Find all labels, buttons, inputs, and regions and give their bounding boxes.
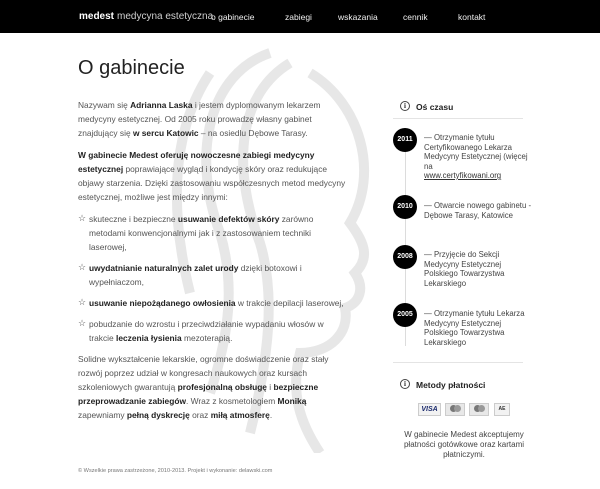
highlight: profesjonalną obsługę — [177, 382, 267, 392]
nav-item-zabiegi[interactable]: zabiegi — [285, 12, 312, 22]
highlight: bezpieczne przeprowadzanie zabiegów — [78, 382, 319, 406]
list-item — [78, 317, 348, 345]
text: . Wraz z kosmetologiem — [185, 396, 278, 406]
nav-item-o-gabinecie[interactable]: o gabinecie — [211, 12, 255, 22]
site-logo[interactable] — [79, 11, 213, 22]
timeline-year-badge: 2010 — [393, 195, 417, 219]
text: zarówno metodami konwencjonalnymi jak i z zastosowaniem techniki laserowej, — [89, 214, 314, 252]
list-highlight: leczenia łysienia — [116, 333, 182, 343]
text: skuteczne i bezpieczne — [89, 214, 178, 224]
text: . — [269, 410, 273, 420]
text: i — [266, 382, 274, 392]
amex-card-icon: AE — [494, 403, 510, 416]
nav-item-cennik[interactable]: cennik — [403, 12, 428, 22]
payments-description: W gabinecie Medest akceptujemy płatności gotówkowe oraz kartami płatniczymi. — [403, 430, 525, 459]
timeline-entry-text: — Otrzymanie tytułu Lekarza Medycyny Estetycznej Polskiego Towarzystwa Lekarskiego — [424, 309, 525, 347]
footer — [78, 468, 272, 474]
nav-item-wskazania[interactable]: wskazania — [338, 12, 378, 22]
intro-paragraph — [78, 98, 348, 140]
text: mezoterapią. — [181, 333, 233, 343]
list-item — [78, 212, 348, 254]
list-highlight: usuwanie defektów skóry — [177, 214, 280, 224]
divider — [393, 118, 523, 119]
top-navigation-bar — [0, 0, 600, 33]
brand-tagline: medycyna estetyczna — [117, 11, 214, 22]
star-icon: ☆ — [78, 213, 87, 223]
text: w trakcie depilacji laserowej, — [235, 298, 344, 308]
text: Solidne wykształcenie lekarskie, ogromne doświadczenie oraz stały rozwój poprzez udział w kongresach naukowych oraz kursach szkoleniowych gwarantują — [78, 354, 329, 392]
mastercard-card-icon — [469, 403, 489, 416]
timeline-year-badge: 2008 — [393, 245, 417, 269]
page-title: O gabinecie — [78, 57, 185, 79]
star-icon: ☆ — [78, 297, 87, 307]
star-icon: ☆ — [78, 318, 87, 328]
text: – na osiedlu Dębowe Tarasy. — [198, 128, 308, 138]
copyright-text: © Wszelkie prawa zastrzeżone, 2010-2013. Projekt i wykonanie: — [78, 468, 238, 474]
text: zapewniamy — [78, 410, 127, 420]
timeline-year-badge: 2011 — [393, 128, 417, 152]
brand-name: medest — [79, 11, 115, 22]
list-highlight: uwydatnianie naturalnych zalet urody — [89, 263, 239, 273]
text: oraz — [189, 410, 211, 420]
divider — [393, 362, 523, 363]
text: poprawiające wygląd i kondycję skóry oraz redukujące objawy starzenia. Dzięki zastosowaniu współczesnych metod medycyny estetycznej, możliwe jest między innymi: — [78, 164, 346, 202]
text: — Otrzymanie tytułu Certyfikowanego Lekarza Medycyny Estetycznej (więcej na — [424, 133, 528, 171]
timeline-entry-text — [424, 133, 534, 181]
timeline-year-badge: 2005 — [393, 303, 417, 327]
closing-paragraph — [78, 352, 348, 422]
highlight: miłą atmosferę — [210, 410, 270, 420]
visa-card-icon: VISA — [418, 403, 441, 416]
text: i jestem dyplomowanym lekarzem medycyny estetycznej. Od 2005 roku prowadzę własny gabinet znajdujący się — [78, 100, 321, 138]
info-icon: i — [400, 379, 410, 389]
text: pobudzanie do wzrostu i przeciwdziałanie wypadaniu włosów w trakcie — [89, 319, 324, 343]
payments-heading: Metody płatności — [416, 380, 486, 390]
main-content — [78, 98, 348, 430]
star-icon: ☆ — [78, 262, 87, 272]
doctor-name: Adrianna Laska — [130, 100, 193, 110]
list-item — [78, 296, 348, 310]
highlight: pełną dyskrecję — [126, 410, 190, 420]
nav-item-kontakt[interactable]: kontakt — [458, 12, 486, 22]
cosmetologist-name: Moniką — [277, 396, 307, 406]
certyfikowani-link[interactable]: www.certyfikowani.org — [424, 171, 502, 180]
text: Nazywam się — [78, 100, 131, 110]
timeline-heading: Oś czasu — [416, 102, 454, 112]
list-highlight: usuwanie niepożądanego owłosienia — [89, 298, 236, 308]
timeline-entry-text: — Przyjęcie do Sekcji Medycyny Estetycznej Polskiego Towarzystwa Lekarskiego — [424, 250, 505, 288]
text: dzięki botoxowi i wypełniaczom, — [89, 263, 302, 287]
list-item — [78, 261, 348, 289]
maestro-card-icon — [445, 403, 465, 416]
location-highlight: w sercu Katowic — [132, 128, 199, 138]
timeline-entry-text: — Otwarcie nowego gabinetu - Dębowe Tarasy, Katowice — [424, 201, 532, 220]
author-link[interactable]: delawski.com — [238, 468, 273, 474]
info-icon: i — [400, 101, 410, 111]
offer-paragraph — [78, 148, 348, 204]
offer-highlight: W gabinecie Medest oferuję nowoczesne zabiegi medycyny estetycznej — [78, 150, 315, 174]
